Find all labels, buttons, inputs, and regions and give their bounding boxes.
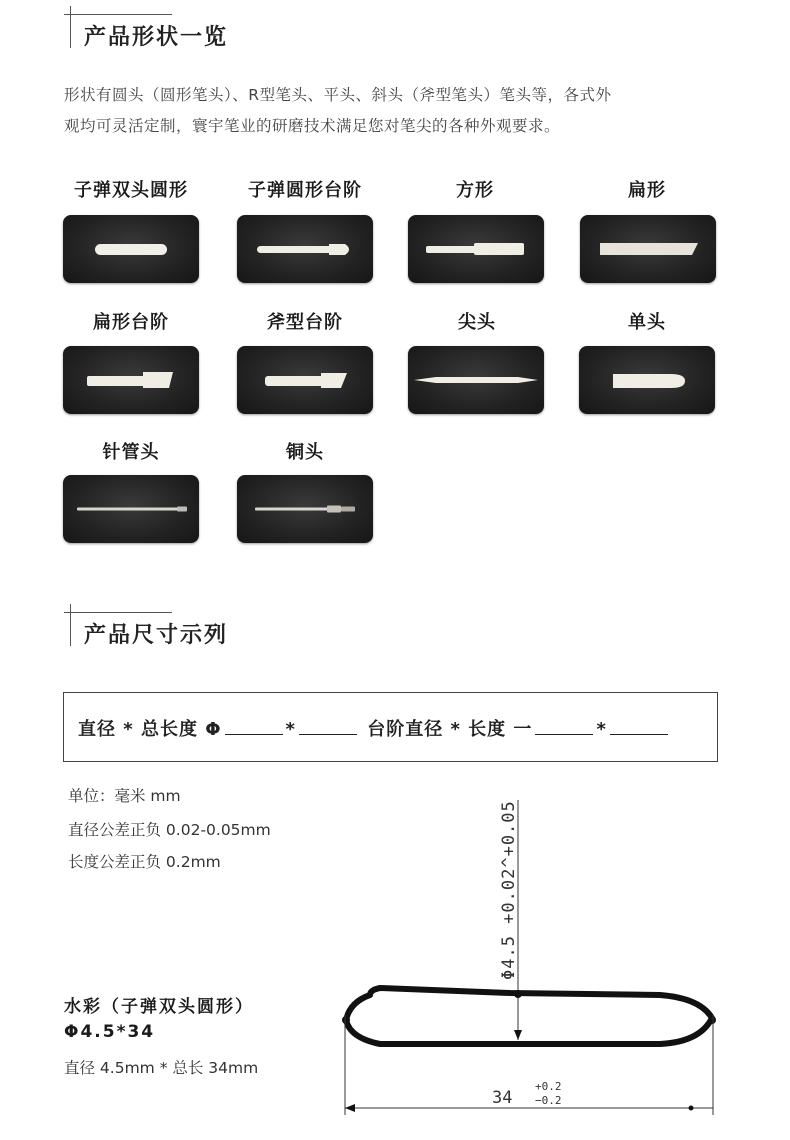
shape-label: 尖头 xyxy=(458,312,496,333)
formula-part: 直径 * 总长度 Φ xyxy=(78,719,222,740)
header-horizontal-rule xyxy=(64,612,172,613)
diameter-tolerance-text: 直径公差正负 0.02-0.05mm xyxy=(68,821,271,839)
flat-tip-icon xyxy=(580,215,716,283)
formula-part: 台阶直径 * 长度 一 xyxy=(367,719,533,740)
blank-field xyxy=(225,719,283,735)
horizontal-dimension-text: 34 xyxy=(492,1088,513,1108)
header-horizontal-rule xyxy=(64,14,172,15)
round-step-tip-icon xyxy=(237,215,373,283)
dimension-arrow xyxy=(345,1104,355,1112)
tolerance-plus: +0.2 xyxy=(535,1080,562,1093)
dimension-node xyxy=(689,1106,694,1111)
length-tolerance-text: 长度公差正负 0.2mm xyxy=(68,853,221,871)
shape-label: 斧型台阶 xyxy=(267,312,343,333)
dimension-arrow xyxy=(514,1030,522,1040)
shape-label: 铜头 xyxy=(286,442,324,463)
header-vertical-rule xyxy=(70,6,71,48)
pointed-tip-icon xyxy=(408,346,544,414)
technical-drawing xyxy=(330,790,730,1120)
blank-field xyxy=(299,719,357,735)
shape-label: 单头 xyxy=(628,312,666,333)
needle-tip-icon xyxy=(63,475,199,543)
double-round-tip-icon xyxy=(63,215,199,283)
shape-label: 扁形 xyxy=(628,180,666,201)
formula-star: * xyxy=(596,719,607,740)
intro-line: 观均可灵活定制，寰宇笔业的研磨技术满足您对笔尖的各种外观要求。 xyxy=(64,117,561,135)
chisel-step-tip-icon xyxy=(237,346,373,414)
square-tip-icon xyxy=(408,215,544,283)
tolerance-minus: −0.2 xyxy=(535,1094,562,1107)
shape-label: 子弹圆形台阶 xyxy=(248,180,362,201)
flat-step-tip-icon xyxy=(63,346,199,414)
vertical-dimension-text: Φ4.5 +0.02^+0.05 xyxy=(499,800,519,980)
example-code: Φ4.5*34 xyxy=(64,1022,156,1042)
section-title: 产品尺寸示列 xyxy=(84,623,229,648)
example-name: 水彩（子弹双头圆形） xyxy=(64,997,254,1017)
example-description: 直径 4.5mm * 总长 34mm xyxy=(64,1059,259,1077)
header-vertical-rule xyxy=(70,604,71,646)
dimension-formula-box xyxy=(63,692,718,762)
tip-outline xyxy=(346,988,712,1044)
dimension-formula xyxy=(78,715,671,741)
shape-label: 扁形台阶 xyxy=(93,312,169,333)
shape-label: 方形 xyxy=(456,180,494,201)
unit-text: 单位：毫米 mm xyxy=(68,787,181,805)
formula-star: * xyxy=(285,719,296,740)
blank-field xyxy=(535,719,593,735)
tip-point xyxy=(342,1016,350,1024)
intro-line: 形状有圆头（圆形笔头）、R型笔头、平头、斜头（斧型笔头）笔头等，各式外 xyxy=(64,86,612,104)
blank-field xyxy=(610,719,668,735)
single-tip-icon xyxy=(579,346,715,414)
intro-paragraph xyxy=(64,80,724,142)
dimension-node xyxy=(514,990,522,998)
section-title: 产品形状一览 xyxy=(84,25,229,50)
copper-tip-icon xyxy=(237,475,373,543)
shape-label: 针管头 xyxy=(102,442,160,463)
shape-label: 子弹双头圆形 xyxy=(74,180,188,201)
tip-point xyxy=(708,1016,716,1024)
